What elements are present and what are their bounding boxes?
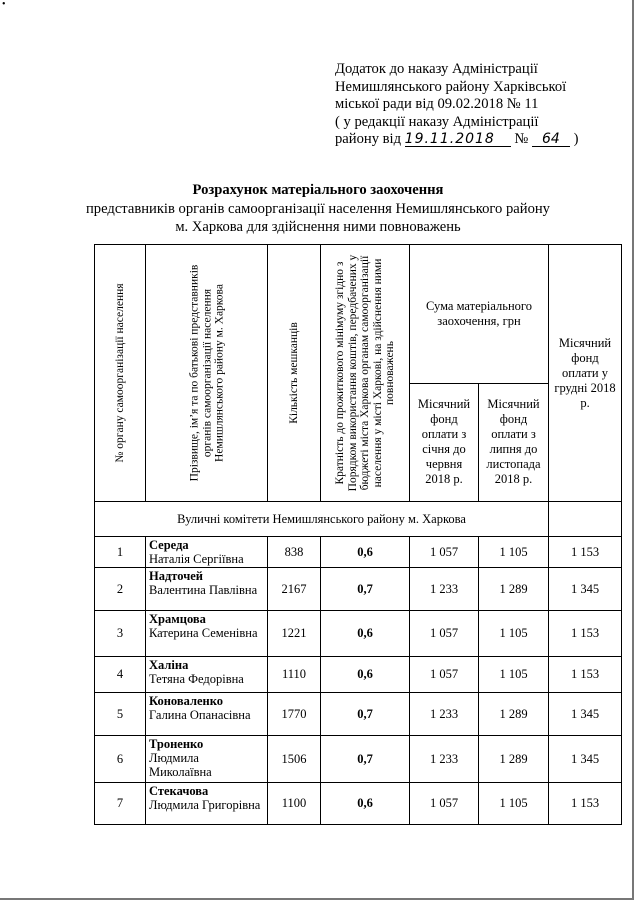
row-ratio: 0,7 — [321, 693, 410, 736]
row-person — [146, 611, 268, 657]
row-residents: 1100 — [268, 783, 321, 825]
row-jan-jun: 1 233 — [410, 736, 479, 783]
document-subtitle-line-2: м. Харкова для здійснення ними повноважень — [175, 219, 461, 235]
row-surname: Халіна — [149, 658, 189, 672]
row-surname: Коноваленко — [149, 694, 223, 708]
row-surname: Надточей — [149, 569, 203, 583]
row-december: 1 153 — [549, 657, 622, 693]
table-row — [95, 537, 622, 568]
row-surname: Середа — [149, 538, 189, 552]
document-subtitle-line-1: представників органів самоорганізації населення Немишлянського району — [86, 201, 550, 217]
header-jan-jun: Місячний фонд оплати з січня до червня 2018 р. — [410, 383, 479, 501]
row-residents: 1506 — [268, 736, 321, 783]
row-residents: 1221 — [268, 611, 321, 657]
row-number: 5 — [95, 693, 146, 736]
row-given-names: Валентина Павлівна — [149, 583, 258, 597]
handwritten-date: 19.11.2018 — [405, 132, 511, 147]
row-jan-jun: 1 057 — [410, 657, 479, 693]
row-person — [146, 657, 268, 693]
row-jan-jun: 1 057 — [410, 537, 479, 568]
row-given-names: Катерина Семенівна — [149, 626, 258, 640]
section-row — [95, 502, 622, 537]
header-line-1: Додаток до наказу Адміністрації — [335, 61, 538, 77]
row-person — [146, 568, 268, 611]
row-ratio: 0,6 — [321, 537, 410, 568]
table-row — [95, 611, 622, 657]
row-number: 2 — [95, 568, 146, 611]
section-label: Вуличні комітети Немишлянського району м. Харкова — [95, 502, 549, 537]
row-ratio: 0,7 — [321, 568, 410, 611]
row-number: 3 — [95, 611, 146, 657]
header-ratio: Кратність до прожиткового мінімуму згідно з Порядком використання коштів, передбачених у бюджеті міста Харкова органам самоорганізації населення у місті Харкові, на здійснення ними повноважень — [321, 245, 410, 502]
header-december: Місячний фонд оплати у грудні 2018 р. — [549, 245, 622, 502]
header-line-4: ( у редакції наказу Адміністрації — [335, 113, 539, 130]
row-jan-jun: 1 233 — [410, 568, 479, 611]
header-block — [335, 61, 578, 149]
header-jul-nov: Місячний фонд оплати з липня до листопада 2018 р. — [479, 383, 549, 501]
row-number: 6 — [95, 736, 146, 783]
header-representative-name: Прізвище, ім’я та по батькові представників органів самоорганізації населення Немишлянського району м. Харкова — [146, 245, 268, 502]
row-jan-jun: 1 057 — [410, 611, 479, 657]
row-jul-nov: 1 105 — [479, 611, 549, 657]
row-given-names: Галина Опанасівна — [149, 708, 251, 722]
table-row — [95, 568, 622, 611]
row-surname: Троненко — [149, 737, 204, 751]
handwritten-number: 64 — [532, 132, 570, 147]
row-ratio: 0,6 — [321, 611, 410, 657]
row-given-names: Людмила Миколаївна — [149, 751, 212, 779]
row-given-names: Людмила Григорівна — [149, 798, 261, 812]
row-residents: 2167 — [268, 568, 321, 611]
row-december: 1 153 — [549, 611, 622, 657]
row-person — [146, 537, 268, 568]
table-row — [95, 693, 622, 736]
row-residents: 1770 — [268, 693, 321, 736]
table-row — [95, 736, 622, 783]
header-residents-count: Кількість мешканців — [268, 245, 321, 502]
document-title: Розрахунок матеріального заохочення — [192, 182, 444, 198]
header-org-number: № органу самоорганізації населення — [95, 245, 146, 502]
row-number: 7 — [95, 783, 146, 825]
row-person — [146, 736, 268, 783]
table-body — [95, 537, 622, 825]
row-ratio: 0,6 — [321, 783, 410, 825]
header-close-paren: ) — [573, 131, 579, 147]
table-row — [95, 657, 622, 693]
row-jul-nov: 1 289 — [479, 568, 549, 611]
row-jan-jun: 1 233 — [410, 693, 479, 736]
row-december: 1 153 — [549, 783, 622, 825]
row-december: 1 345 — [549, 568, 622, 611]
section-empty-cell — [549, 502, 622, 537]
row-surname: Храмцова — [149, 612, 206, 626]
row-residents: 838 — [268, 537, 321, 568]
row-surname: Стекачова — [149, 784, 209, 798]
header-line-2: Немишлянського району Харківської — [335, 78, 567, 95]
row-jul-nov: 1 289 — [479, 736, 549, 783]
row-december: 1 345 — [549, 736, 622, 783]
row-person — [146, 783, 268, 825]
table-row — [95, 783, 622, 825]
header-allowance-sum: Сума матеріального заохочення, грн — [410, 245, 549, 384]
row-person — [146, 693, 268, 736]
row-jul-nov: 1 105 — [479, 537, 549, 568]
row-number: 1 — [95, 537, 146, 568]
allowance-table — [94, 244, 622, 825]
row-number: 4 — [95, 657, 146, 693]
header-number-sign: № — [514, 131, 529, 147]
row-ratio: 0,7 — [321, 736, 410, 783]
row-december: 1 153 — [549, 537, 622, 568]
row-jul-nov: 1 289 — [479, 693, 549, 736]
row-december: 1 345 — [549, 693, 622, 736]
row-residents: 1110 — [268, 657, 321, 693]
row-jul-nov: 1 105 — [479, 783, 549, 825]
row-jul-nov: 1 105 — [479, 657, 549, 693]
row-given-names: Наталія Сергіївна — [149, 552, 244, 566]
row-jan-jun: 1 057 — [410, 783, 479, 825]
header-line-3: міської ради від 09.02.2018 № 11 — [335, 96, 539, 112]
corner-mark: • — [2, 0, 6, 10]
row-ratio: 0,6 — [321, 657, 410, 693]
row-given-names: Тетяна Федорівна — [149, 672, 244, 686]
header-date-prefix: району від — [335, 131, 402, 147]
header-line-5 — [335, 131, 578, 149]
